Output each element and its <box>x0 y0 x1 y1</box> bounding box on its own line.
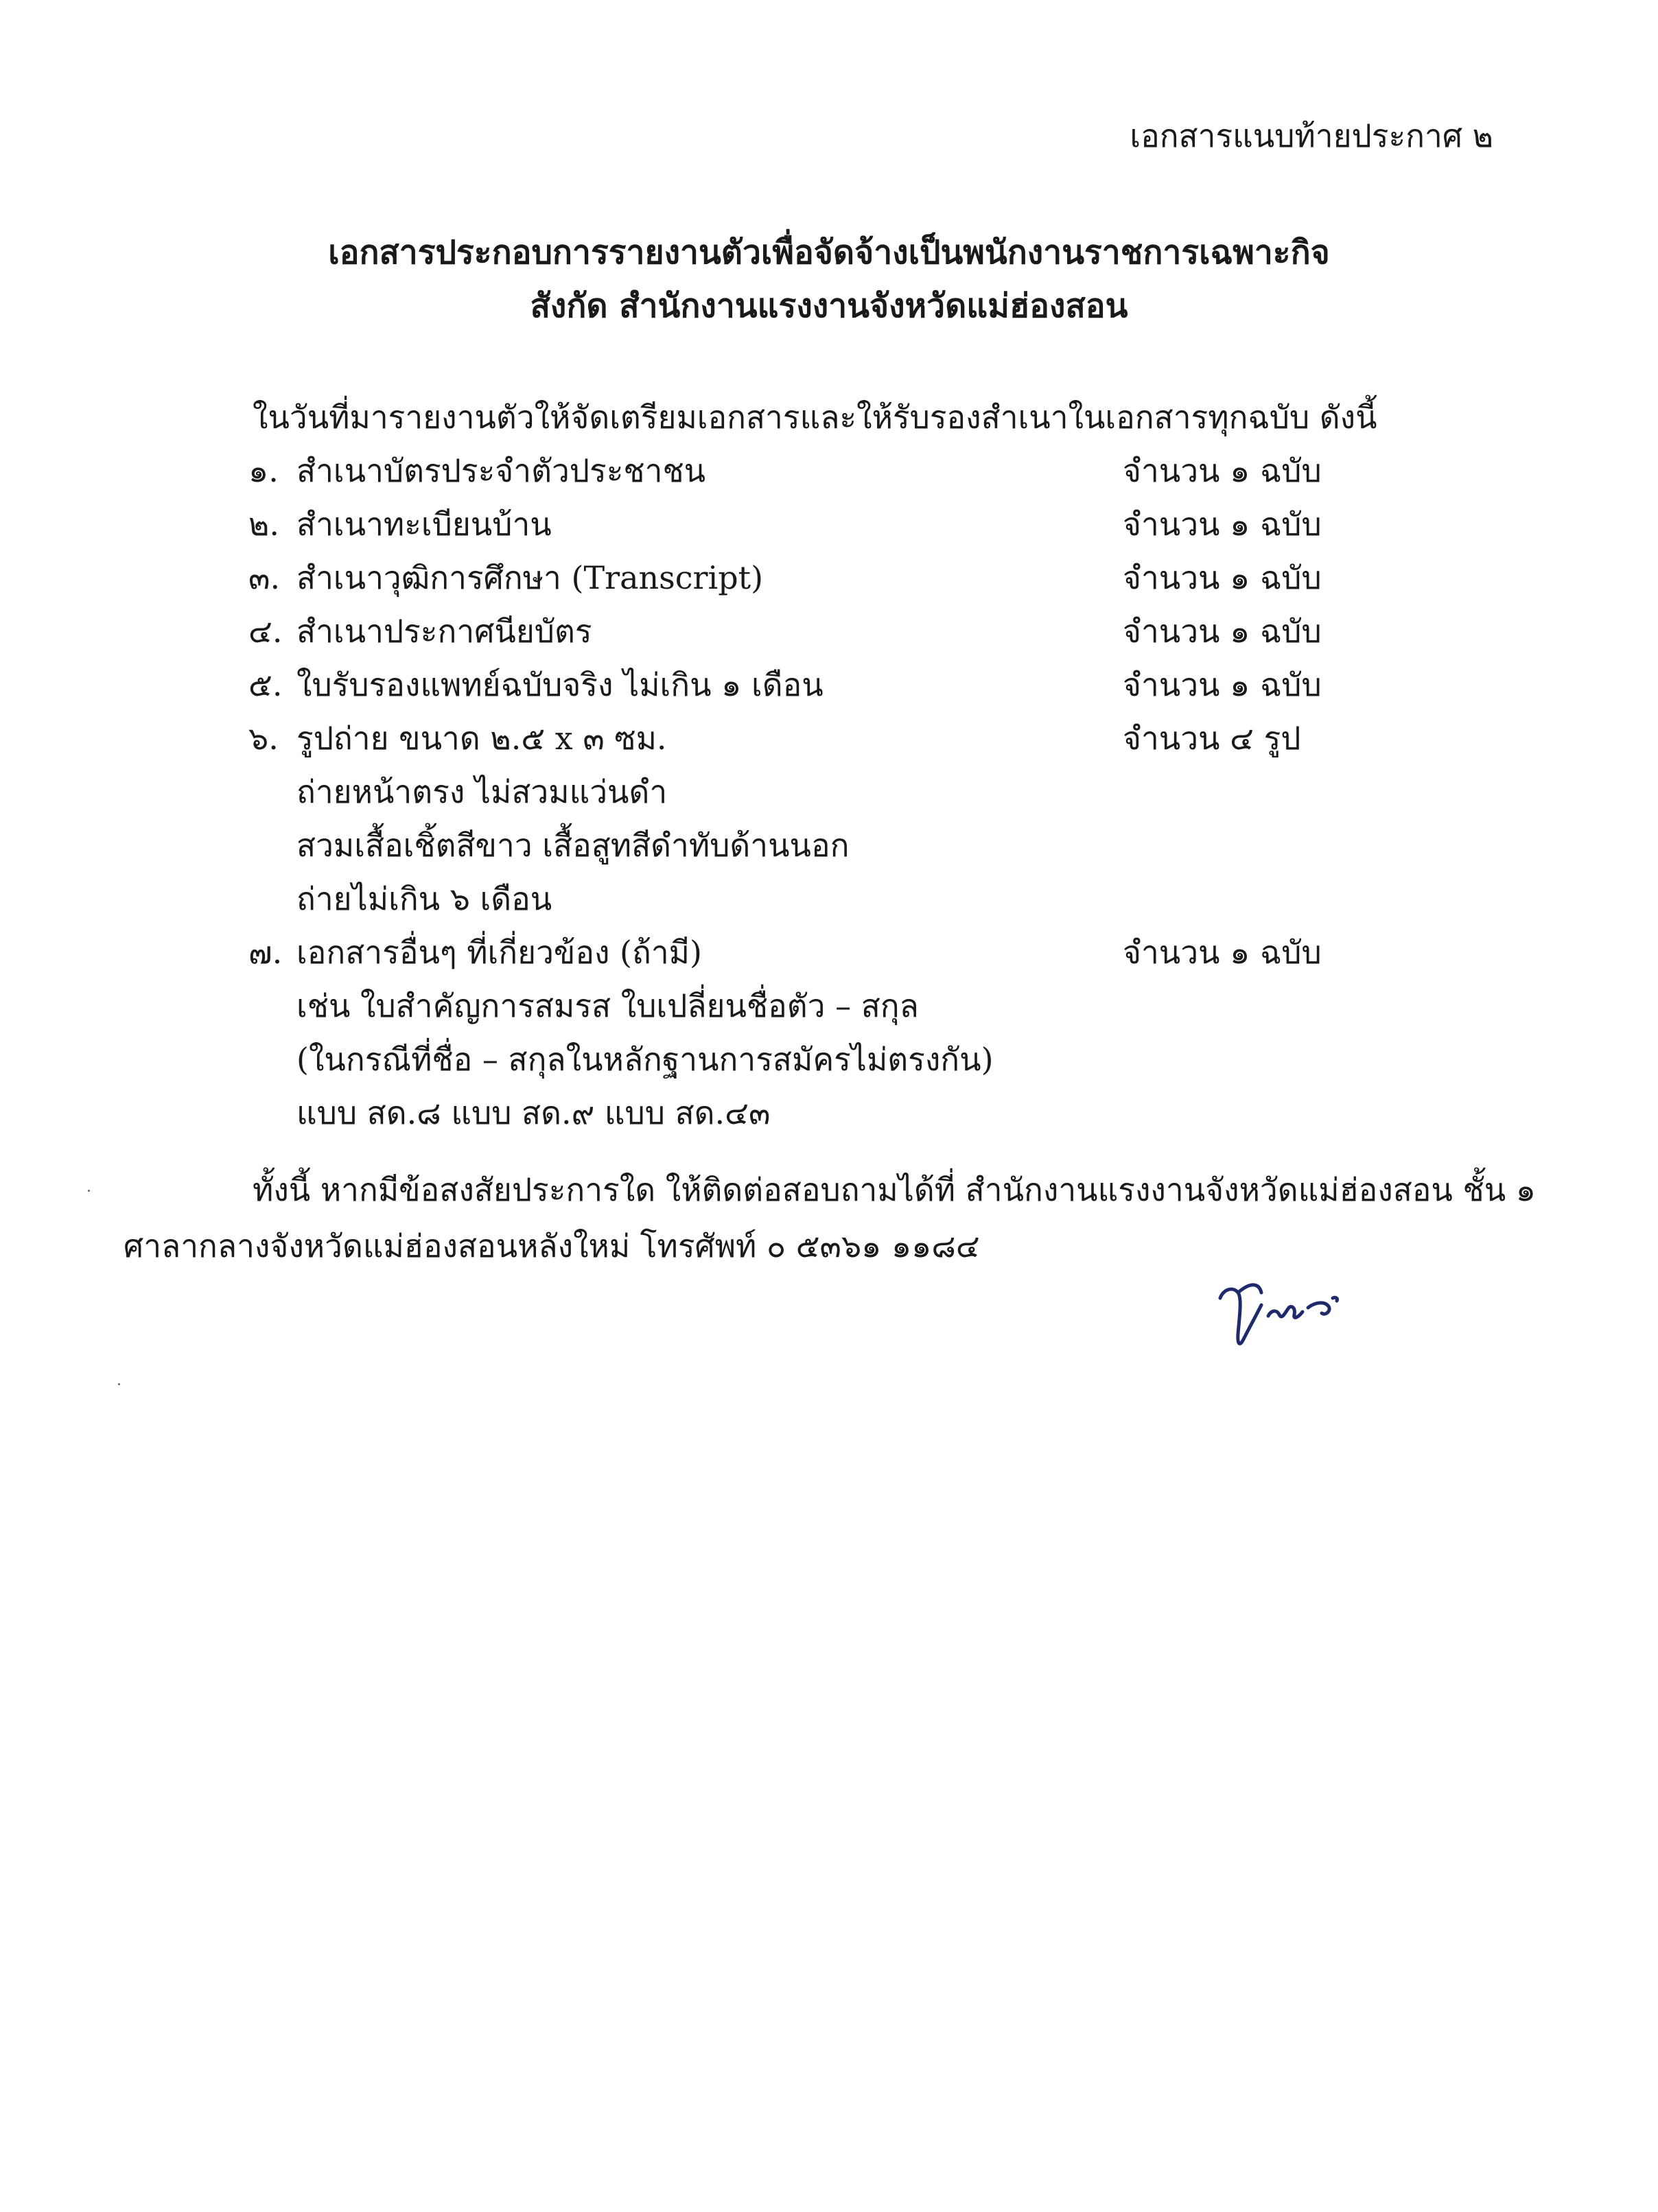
signature-image <box>1208 1262 1359 1358</box>
item-detail: ถ่ายไม่เกิน ๖ เดือน <box>296 880 552 917</box>
scan-speck <box>118 1383 120 1385</box>
item-quantity: จำนวน ๑ ฉบับ <box>1123 506 1322 543</box>
item-detail: ถ่ายหน้าตรง ไม่สวมแว่นดำ <box>296 773 668 810</box>
item-number: ๒. <box>248 506 279 543</box>
item-text: เอกสารอื่นๆ ที่เกี่ยวข้อง (ถ้ามี) <box>296 934 702 971</box>
list-item <box>0 932 1658 977</box>
item-quantity: จำนวน ๑ ฉบับ <box>1123 666 1322 703</box>
item-text: สำเนาวุฒิการศึกษา (Transcript) <box>296 559 764 596</box>
annex-label: เอกสารแนบท้ายประกาศ ๒ <box>1130 117 1493 154</box>
item-text: รูปถ่าย ขนาด ๒.๕ x ๓ ซม. <box>296 720 667 757</box>
item-quantity: จำนวน ๑ ฉบับ <box>1123 613 1322 650</box>
item-text: สำเนาทะเบียนบ้าน <box>296 506 552 543</box>
item-detail: เช่น ใบสำคัญการสมรส ใบเปลี่ยนชื่อตัว – สกุล <box>296 987 919 1024</box>
item-detail: แบบ สด.๘ แบบ สด.๙ แบบ สด.๔๓ <box>296 1094 771 1131</box>
item-quantity: จำนวน ๑ ฉบับ <box>1123 934 1322 971</box>
list-item <box>0 664 1658 709</box>
list-item <box>0 504 1658 549</box>
scan-speck <box>88 1190 90 1192</box>
document-title-line-2: สังกัด สำนักงานแรงงานจังหวัดแม่ฮ่องสอน <box>530 287 1128 325</box>
item-quantity: จำนวน ๑ ฉบับ <box>1123 452 1322 489</box>
item-detail: (ในกรณีที่ชื่อ – สกุลในหลักฐานการสมัครไม่ตรงกัน) <box>296 1041 994 1078</box>
item-quantity: จำนวน ๑ ฉบับ <box>1123 559 1322 596</box>
contact-paragraph-line-1: ทั้งนี้ หากมีข้อสงสัยประการใด ให้ติดต่อสอบถามได้ที่ สำนักงานแรงงานจังหวัดแม่ฮ่องสอน ชั้น ๑ <box>253 1171 1536 1208</box>
item-number: ๕. <box>248 666 283 703</box>
intro-paragraph: ในวันที่มารายงานตัวให้จัดเตรียมเอกสารและให้รับรองสำเนาในเอกสารทุกฉบับ ดังนี้ <box>253 399 1377 436</box>
list-item <box>0 718 1658 763</box>
item-number: ๖. <box>248 720 279 757</box>
item-number: ๗. <box>248 934 283 971</box>
list-item <box>0 450 1658 495</box>
item-number: ๔. <box>248 613 283 650</box>
item-detail: สวมเสื้อเชิ้ตสีขาว เสื้อสูทสีดำทับด้านนอก <box>296 827 850 864</box>
item-quantity: จำนวน ๔ รูป <box>1123 720 1301 757</box>
contact-paragraph-line-2: ศาลากลางจังหวัดแม่ฮ่องสอนหลังใหม่ โทรศัพท์ ๐ ๕๓๖๑ ๑๑๘๔ <box>124 1227 980 1264</box>
list-item <box>0 611 1658 656</box>
item-text: ใบรับรองแพทย์ฉบับจริง ไม่เกิน ๑ เดือน <box>296 666 824 703</box>
document-title-line-1: เอกสารประกอบการรายงานตัวเพื่อจัดจ้างเป็นพนักงานราชการเฉพาะกิจ <box>328 233 1330 272</box>
item-text: สำเนาประกาศนียบัตร <box>296 613 592 650</box>
item-text: สำเนาบัตรประจำตัวประชาชน <box>296 452 706 489</box>
list-item <box>0 557 1658 602</box>
item-number: ๓. <box>248 559 281 596</box>
item-number: ๑. <box>248 452 279 489</box>
